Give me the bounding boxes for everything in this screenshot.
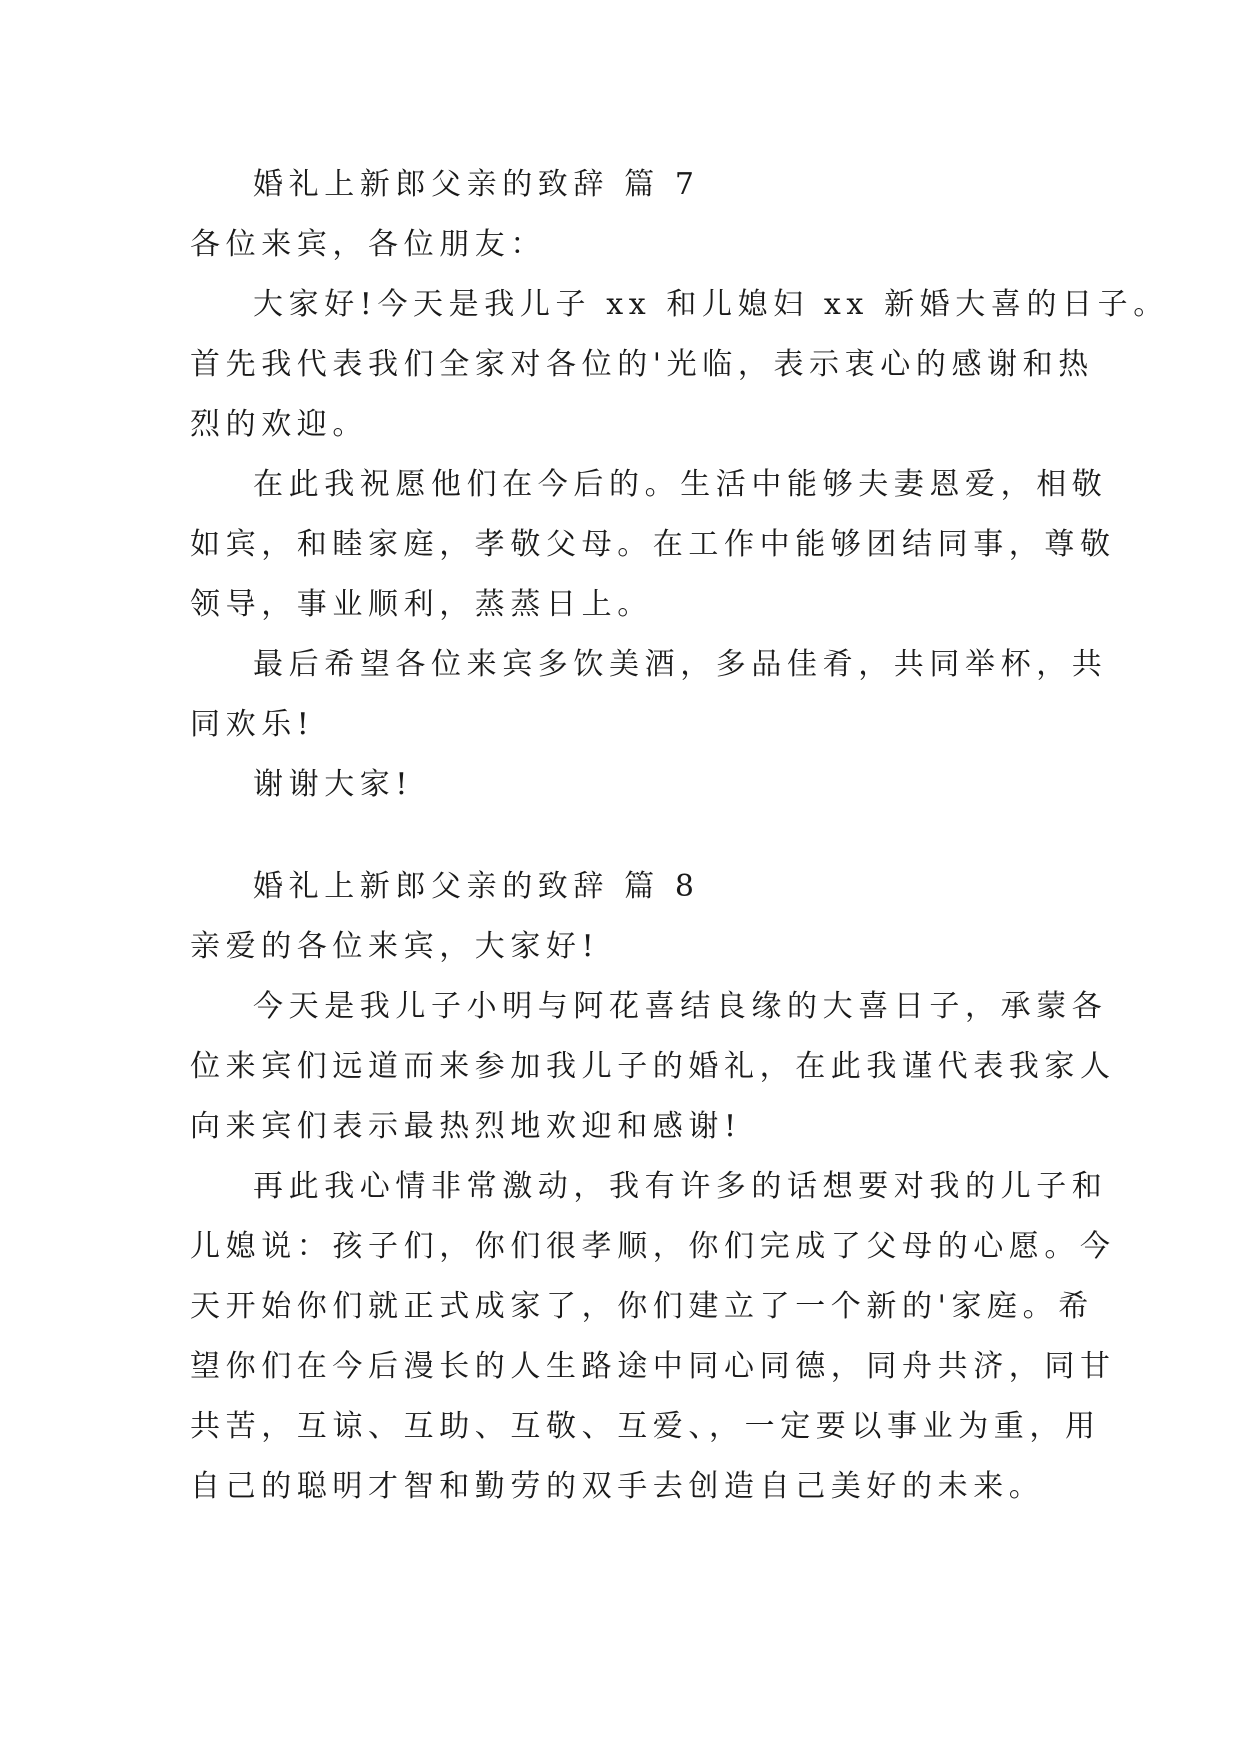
paragraph-line: 如宾，和睦家庭，孝敬父母。在工作中能够团结同事，尊敬 (190, 527, 1116, 562)
paragraph-line: 领导，事业顺利，蒸蒸日上。 (190, 587, 653, 622)
section-heading: 婚礼上新郎父亲的致辞 篇 8 (253, 869, 700, 904)
speech-section-7 (190, 155, 1169, 815)
paragraph (190, 455, 1116, 635)
paragraph-line: 天开始你们就正式成家了，你们建立了一个新的'家庭。希 (190, 1289, 1094, 1324)
salutation: 亲爱的各位来宾，大家好! (190, 929, 600, 964)
paragraph-line: 首先我代表我们全家对各位的'光临，表示衷心的感谢和热 (190, 347, 1094, 382)
paragraph (190, 977, 1116, 1157)
paragraph-line: 位来宾们远道而来参加我儿子的婚礼，在此我谨代表我家人 (190, 1049, 1116, 1084)
paragraph (190, 635, 1108, 755)
paragraph-line: 今天是我儿子小明与阿花喜结良缘的大喜日子，承蒙各 (253, 989, 1108, 1024)
paragraph-line: 同欢乐! (190, 707, 315, 742)
paragraph (190, 1157, 1116, 1517)
paragraph-line: 大家好!今天是我儿子 xx 和儿媳妇 xx 新婚大喜的日子。 (253, 287, 1169, 322)
paragraph-line: 最后希望各位来宾多饮美酒，多品佳肴，共同举杯，共 (253, 647, 1108, 682)
paragraph-line: 向来宾们表示最热烈地欢迎和感谢! (190, 1109, 742, 1144)
paragraph-line: 再此我心情非常激动，我有许多的话想要对我的儿子和 (253, 1169, 1108, 1204)
paragraph-line: 在此我祝愿他们在今后的。生活中能够夫妻恩爱，相敬 (253, 467, 1108, 502)
paragraph-line: 望你们在今后漫长的人生路途中同心同德，同舟共济，同甘 (190, 1349, 1116, 1384)
paragraph-line: 烈的欢迎。 (190, 407, 368, 442)
paragraph-line: 共苦，互谅、互助、互敬、互爱、，一定要以事业为重，用 (190, 1409, 1101, 1444)
salutation: 各位来宾，各位朋友： (190, 227, 546, 262)
paragraph-line: 自己的聪明才智和勤劳的双手去创造自己美好的未来。 (190, 1469, 1045, 1504)
paragraph (190, 275, 1169, 455)
paragraph-line: 谢谢大家! (253, 767, 414, 802)
paragraph-line: 儿媳说：孩子们，你们很孝顺，你们完成了父母的心愿。今 (190, 1229, 1116, 1264)
paragraph (190, 755, 1050, 815)
speech-section-8 (190, 857, 1116, 1517)
section-heading: 婚礼上新郎父亲的致辞 篇 7 (253, 167, 700, 202)
